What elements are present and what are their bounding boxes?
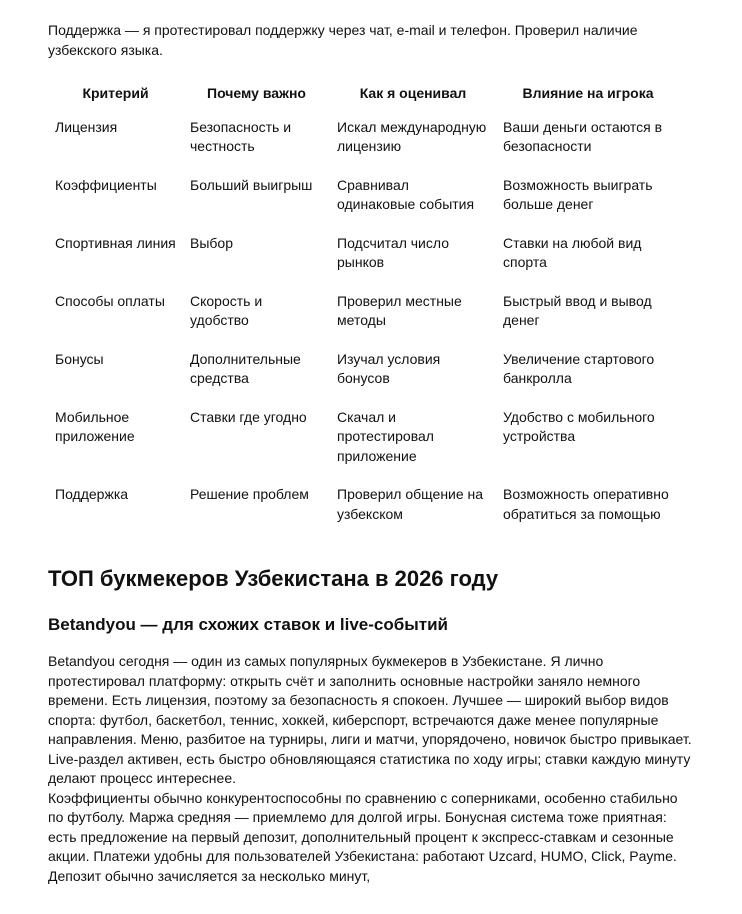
table-cell: Выбор [190, 234, 233, 251]
table-cell: Коэффициенты [55, 176, 157, 193]
criteria-table [48, 79, 680, 538]
section-title: ТОП букмекеров Узбекистана в 2026 году [48, 566, 499, 591]
table-cell: Возможность выиграть больше денег [503, 176, 653, 212]
table-row [48, 287, 680, 345]
table-row [48, 113, 680, 171]
table-cell: Спортивная линия [55, 234, 176, 251]
table-cell: Мобильное приложение [55, 408, 135, 444]
table-cell: Подсчитал число рынков [337, 234, 449, 270]
table-cell: Способы оплаты [55, 292, 165, 309]
table-cell: Искал международную лицензию [337, 118, 487, 154]
table-header-row [48, 79, 680, 113]
table-cell: Ставки на любой вид спорта [503, 234, 642, 270]
table-cell: Удобство с мобильного устройства [503, 408, 655, 444]
table-cell: Поддержка [55, 486, 129, 502]
body-paragraph [48, 652, 696, 886]
paragraph-part-2: Коэффициенты обычно конкурентоспособны по сравнению с соперниками, особенно стабильно по футболу. Маржа средняя — приемлемо для долгой игры. Бонусная система тоже приятная: есть предложение на первый депозит, дополнительный процент к экспресс-ставкам и сезонные акции. Платежи удобны для пользователей Узбекистана: работают Uzcard, HUMO, Click, Payme. Депозит обычно зачисляется за несколько минут, [48, 789, 678, 884]
table-cell: Дополнительные средства [190, 350, 301, 386]
table-cell: Ваши деньги остаются в безопасности [503, 118, 663, 154]
header-why-important: Почему важно [207, 85, 306, 101]
table-cell: Скорость и удобство [190, 292, 263, 328]
table-row [48, 171, 680, 229]
table-cell: Изучал условия бонусов [337, 350, 441, 386]
table-row [48, 345, 680, 403]
table-cell: Ставки где угодно [190, 408, 307, 425]
header-player-impact: Влияние на игрока [522, 85, 654, 101]
table-cell: Больший выигрыш [190, 176, 313, 193]
table-cell: Проверил общение на узбекском [337, 486, 484, 522]
table-cell: Возможность оперативно обратиться за помощью [503, 486, 669, 522]
table-cell: Безопасность и честность [190, 118, 292, 154]
table-row [48, 229, 680, 287]
table-row [48, 480, 680, 538]
header-criterion: Критерий [82, 85, 149, 101]
table-cell: Сравнивал одинаковые события [337, 176, 475, 212]
section-subtitle: Betandyou — для схожих ставок и live-событий [48, 615, 448, 634]
table-row [48, 403, 680, 481]
intro-paragraph: Поддержка — я протестировал поддержку через чат, e-mail и телефон. Проверил наличие узбекского языка. [48, 22, 638, 58]
table-cell: Решение проблем [190, 486, 309, 502]
table-cell: Бонусы [55, 350, 104, 367]
table-cell: Скачал и протестировал приложение [337, 408, 434, 464]
table-cell: Быстрый ввод и вывод денег [503, 292, 652, 328]
table-cell: Проверил местные методы [337, 292, 462, 328]
table-cell: Увеличение стартового банкролла [503, 350, 655, 386]
paragraph-part-1: Betandyou сегодня — один из самых популярных букмекеров в Узбекистане. Я лично протестировал платформу: открыть счёт и заполнить основные настройки заняло немного времени. Есть лицензия, поэтому за безопасность я спокоен. Лучшее — широкий выбор видов спорта: футбол, баскетбол, теннис, хоккей, киберспорт, встречаются даже менее популярные направления. Меню, разбитое на турниры, лиги и матчи, упорядочено, новичок быстро привыкает. Live-раздел активен, есть быстро обновляющаяся статистика по ходу игры; ставки каждую минуту делают процесс интереснее. [48, 653, 692, 786]
header-how-evaluated: Как я оценивал [359, 85, 467, 101]
table-cell: Лицензия [55, 118, 118, 135]
